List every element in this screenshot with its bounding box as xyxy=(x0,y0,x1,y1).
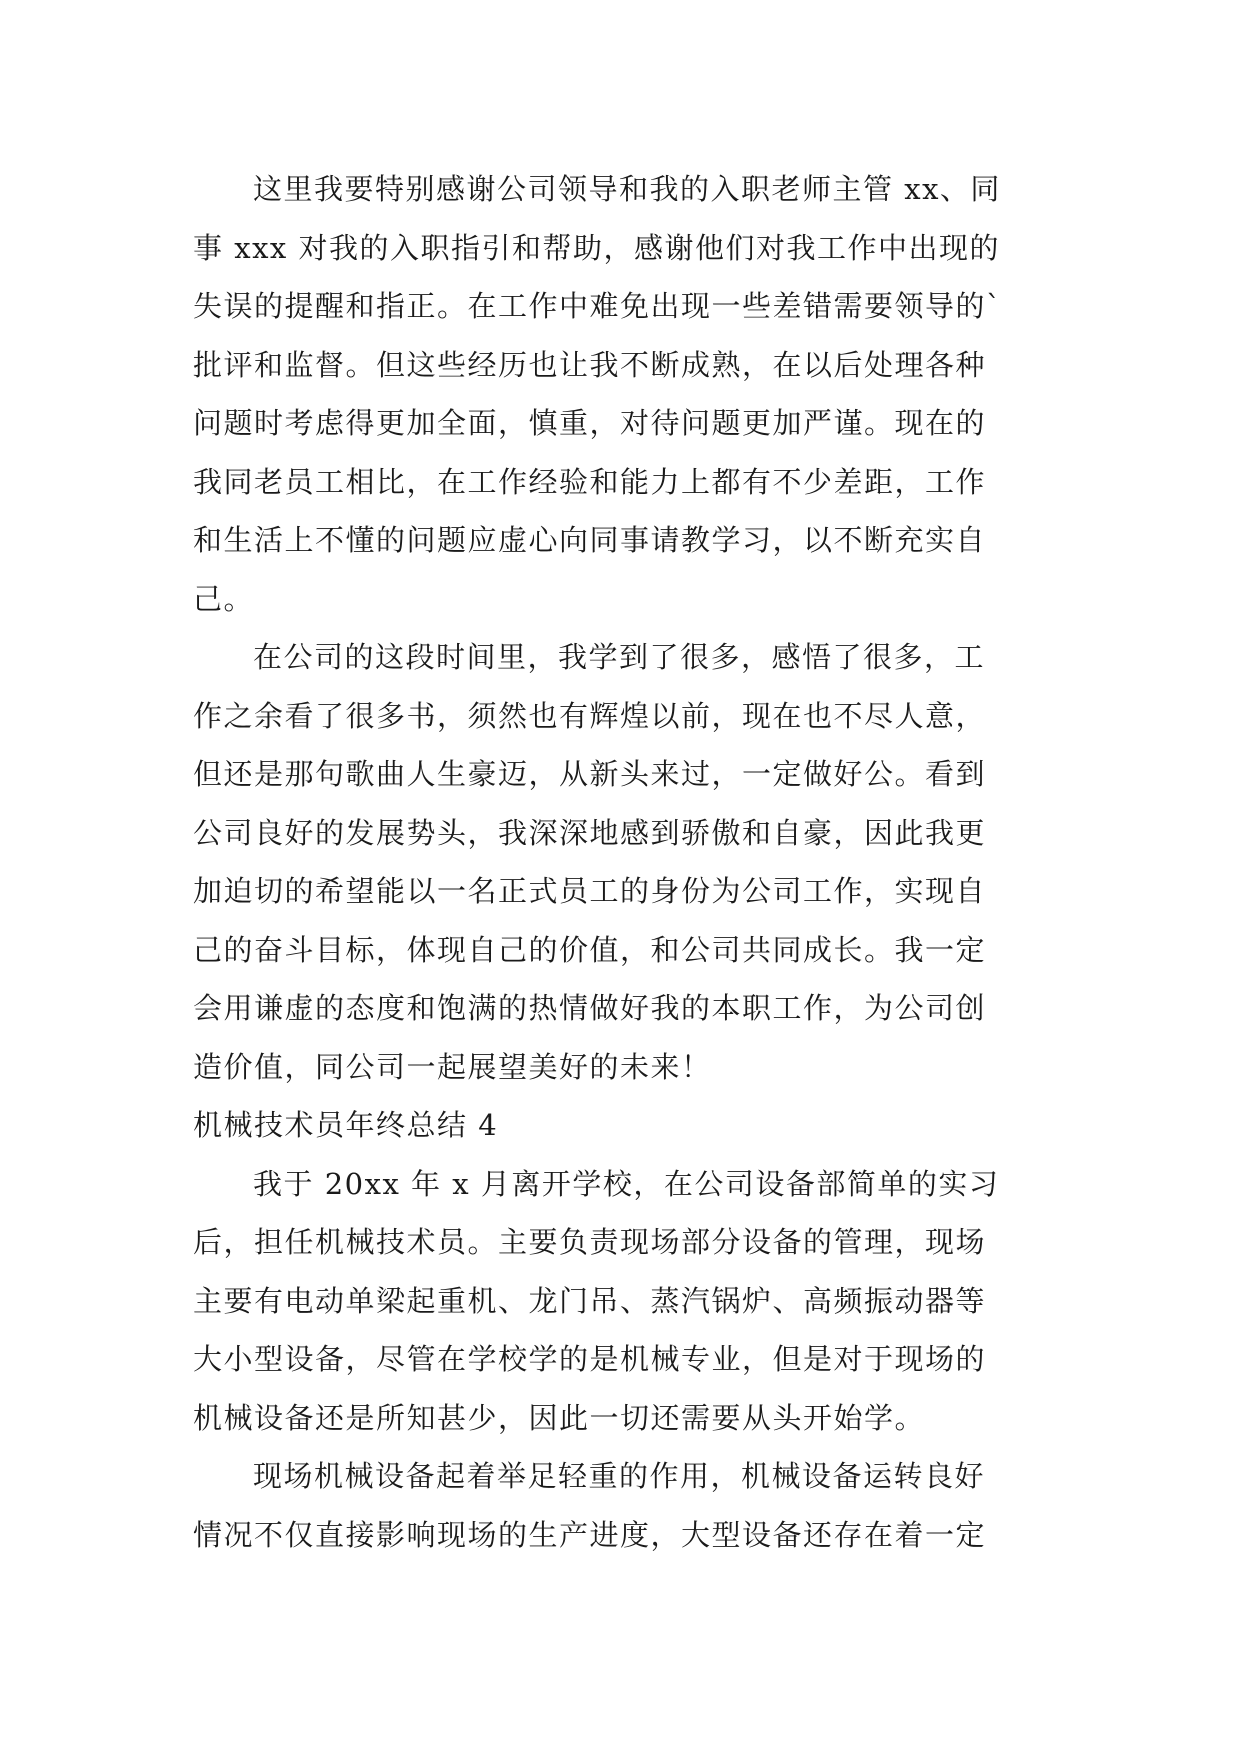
text-line: 和生活上不懂的问题应虚心向同事请教学习，以不断充实自 xyxy=(193,523,987,557)
text-line: 大小型设备，尽管在学校学的是机械专业，但是对于现场的 xyxy=(193,1342,987,1376)
text-line: 这里我要特别感谢公司领导和我的入职老师主管 xx、同 xyxy=(253,172,1001,206)
paragraph-2 xyxy=(193,628,1063,1096)
text-line: 失误的提醒和指正。在工作中难免出现一些差错需要领导的` xyxy=(193,289,1003,323)
paragraph-4 xyxy=(193,1447,1063,1564)
text-line: 己的奋斗目标，体现自己的价值，和公司共同成长。我一定 xyxy=(193,932,987,967)
document-body xyxy=(193,160,1063,1564)
text-line: 事 xxx 对我的入职指引和帮助，感谢他们对我工作中出现的 xyxy=(193,230,1001,265)
heading-text: 机械技术员年终总结 4 xyxy=(193,1108,499,1142)
text-line: 现场机械设备起着举足轻重的作用，机械设备运转良好 xyxy=(253,1459,986,1493)
paragraph-1 xyxy=(193,160,1063,628)
text-line: 机械设备还是所知甚少，因此一切还需要从头开始学。 xyxy=(193,1400,926,1435)
text-line: 后，担任机械技术员。主要负责现场部分设备的管理，现场 xyxy=(193,1225,987,1259)
text-line: 我同老员工相比，在工作经验和能力上都有不少差距，工作 xyxy=(193,464,987,499)
text-line: 在公司的这段时间里，我学到了很多，感悟了很多，工 xyxy=(253,640,986,674)
text-line: 作之余看了很多书，须然也有辉煌以前，现在也不尽人意， xyxy=(193,698,987,733)
text-line: 问题时考虑得更加全面，慎重，对待问题更加严谨。现在的 xyxy=(193,406,987,440)
text-line: 会用谦虚的态度和饱满的热情做好我的本职工作，为公司创 xyxy=(193,991,987,1025)
text-line: 我于 20xx 年 x 月离开学校，在公司设备部简单的实习 xyxy=(253,1166,1000,1201)
section-heading xyxy=(193,1096,1063,1155)
paragraph-3 xyxy=(193,1155,1063,1448)
text-line: 主要有电动单梁起重机、龙门吊、蒸汽锅炉、高频振动器等 xyxy=(193,1283,987,1318)
text-line: 己。 xyxy=(193,581,255,616)
text-line: 公司良好的发展势头，我深深地感到骄傲和自豪，因此我更 xyxy=(193,815,987,850)
text-line: 批评和监督。但这些经历也让我不断成熟，在以后处理各种 xyxy=(193,347,987,382)
text-line: 情况不仅直接影响现场的生产进度，大型设备还存在着一定 xyxy=(193,1517,987,1552)
text-line: 造价值，同公司一起展望美好的未来！ xyxy=(193,1049,712,1084)
text-line: 但还是那句歌曲人生豪迈，从新头来过，一定做好公。看到 xyxy=(193,757,987,791)
text-line: 加迫切的希望能以一名正式员工的身份为公司工作，实现自 xyxy=(193,874,987,908)
